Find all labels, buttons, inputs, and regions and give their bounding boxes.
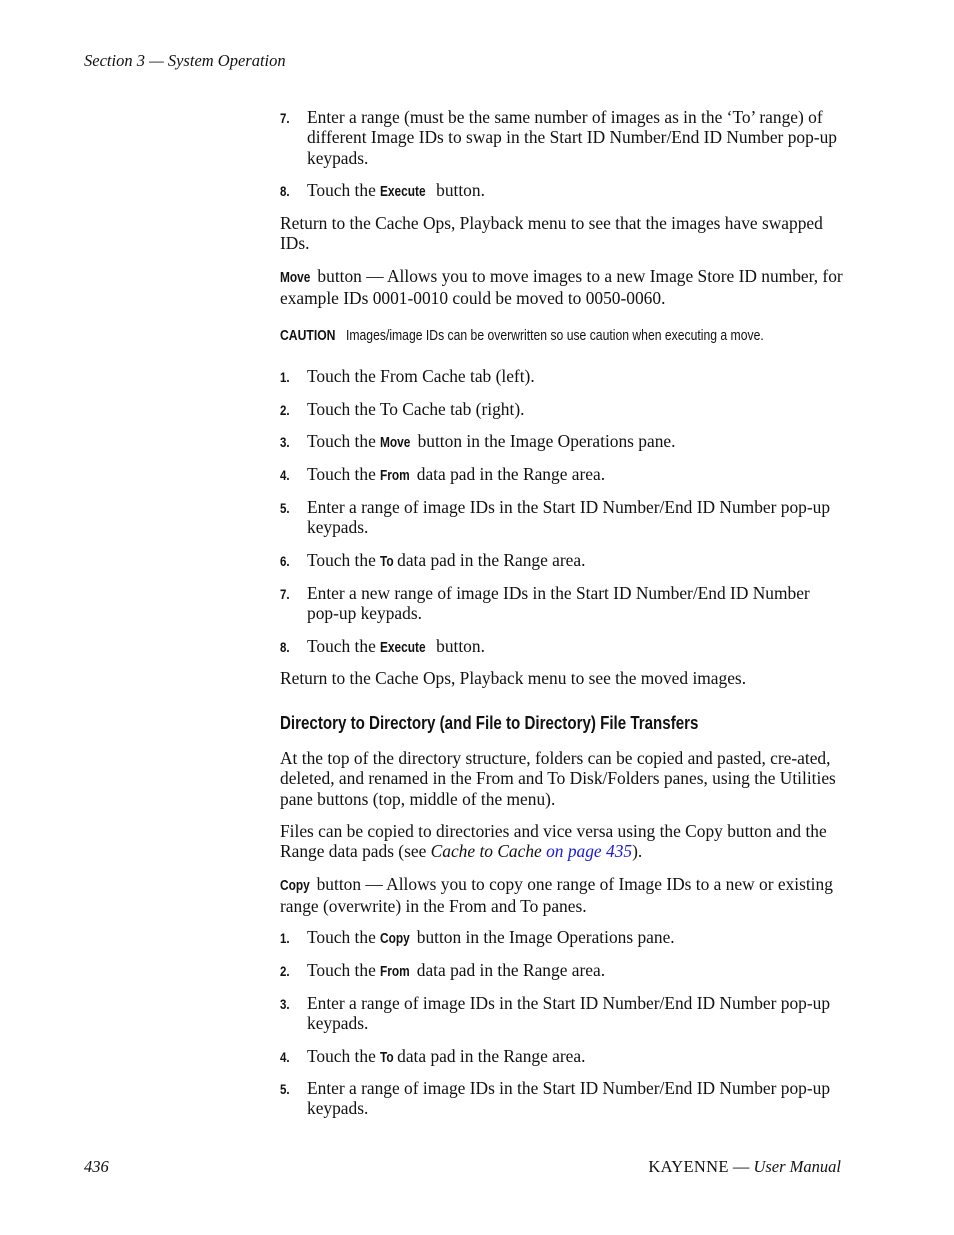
caution-label: CAUTION [280,328,336,344]
paragraph: Return to the Cache Ops, Playback menu to see that the images have swapped IDs. [280,213,823,254]
product-title: KAYENNE [648,1157,729,1176]
execute-label: Execute [380,640,426,656]
list-item: 6. Touch the To data pad in the Range area. [280,550,843,572]
list-item: 3. Touch the Move button in the Image Operations pane. [280,431,843,453]
running-header: Section 3 — System Operation [84,51,286,70]
list-item: 1. Touch the Copy button in the Image Operations pane. [280,927,843,949]
paragraph: At the top of the directory structure, folders can be copied and pasted, cre-ated, deleted, and renamed in the From and To Disk/Folders panes, using the Utilities pane buttons (top, middle of the menu). [280,748,836,809]
list-item: 5. Enter a range of image IDs in the Start ID Number/End ID Number pop-up keypads. [280,497,831,538]
manual-name: User Manual [753,1157,841,1176]
execute-label: Execute [380,184,426,200]
to-label: To [380,1050,394,1066]
list-item: 2. Touch the To Cache tab (right). [280,399,525,419]
list-item: 3. Enter a range of image IDs in the Start ID Number/End ID Number pop-up keypads. [280,993,831,1034]
copy-label: Copy [380,931,410,947]
paragraph: Files can be copied to directories and vice versa using the Copy button and the Range data pads (see Cache to Cache on page 435). [280,821,827,862]
list-item: 8. Touch the Execute button. [280,636,843,658]
paragraph: Return to the Cache Ops, Playback menu to see the moved images. [280,668,747,688]
list-item: 2. Touch the From data pad in the Range area. [280,960,843,982]
step-text: Touch the Execute button. [307,180,843,202]
step-text: Enter a range (must be the same number of images as in the ‘To’ range) of different Image IDs to swap in the Start ID Number/End ID Number pop-up keypads. [307,107,837,168]
caution-text: Images/image IDs can be overwritten so use caution when executing a move. [346,328,764,344]
page-link[interactable]: on page 435 [546,841,633,862]
copy-label: Copy [280,878,310,894]
copy-intro: Copy button — Allows you to copy one range of Image IDs to a new or existing range (overwrite) in the From and To panes. [280,874,833,917]
list-item: 1. Touch the From Cache tab (left). [280,366,535,386]
step-number: 7. [280,110,290,126]
move-intro: Move button — Allows you to move images to a new Image Store ID number, for example IDs 0001-0010 could be moved to 0050-0060. [280,266,843,309]
caution-note [280,328,843,344]
section-heading: Directory to Directory (and File to Directory) File Transfers [280,713,699,733]
to-label: To [380,554,394,570]
step-number: 8. [280,183,290,199]
list-item: 4. Touch the To data pad in the Range area. [280,1046,843,1068]
list-item [280,180,843,202]
move-label: Move [380,435,411,451]
from-label: From [380,468,410,484]
list-item: 5. Enter a range of image IDs in the Start ID Number/End ID Number pop-up keypads. [280,1078,831,1119]
list-item [280,107,843,168]
running-footer: KAYENNE — User Manual [648,1157,841,1176]
reference-title: Cache to Cache [430,841,542,862]
page-number: 436 [84,1157,109,1176]
list-item: 7. Enter a new range of image IDs in the Start ID Number/End ID Number pop-up keypads. [280,583,810,624]
move-label: Move [280,270,311,286]
from-label: From [380,964,410,980]
list-item: 4. Touch the From data pad in the Range area. [280,464,843,486]
